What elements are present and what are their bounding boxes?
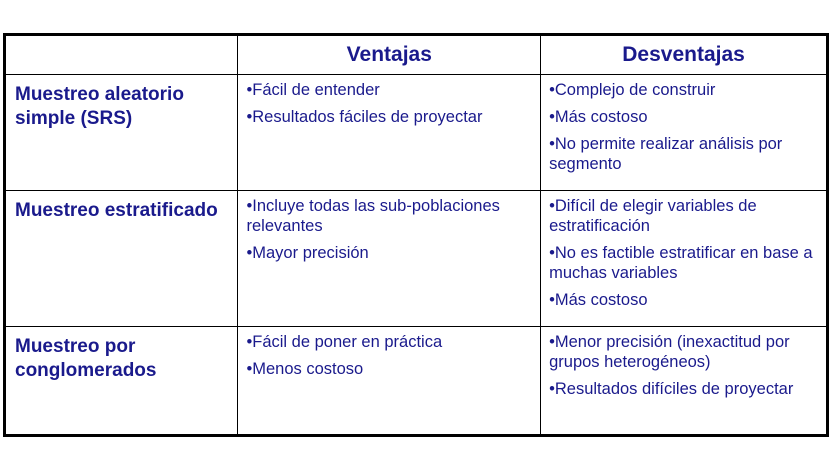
header-desventajas: Desventajas (541, 35, 828, 75)
list-item: •Fácil de poner en práctica (246, 333, 443, 351)
header-row (5, 35, 828, 75)
table-row (5, 327, 828, 436)
list-item: •Más costoso (549, 108, 648, 126)
list-item: •Incluye todas las sub-poblaciones relevantes (246, 197, 500, 235)
list-item: •Fácil de entender (246, 81, 380, 99)
list-item: •No permite realizar análisis por segmento (549, 135, 783, 173)
ventajas-cell (238, 75, 541, 191)
row-label-srs: Muestreo aleatorio simple (SRS) (5, 75, 238, 191)
list-item: •Menor precisión (inexactitud por grupos heterogéneos) (549, 333, 790, 371)
table-row (5, 75, 828, 191)
list-item: •Difícil de elegir variables de estratificación (549, 197, 757, 235)
desventajas-cell (541, 327, 828, 436)
ventajas-cell (238, 327, 541, 436)
desventajas-cell (541, 75, 828, 191)
list-item: •Resultados difíciles de proyectar (549, 380, 794, 398)
row-label-conglomerados: Muestreo por conglomerados (5, 327, 238, 436)
list-item: •Menos costoso (246, 360, 364, 378)
comparison-table (3, 33, 829, 437)
list-item: •Más costoso (549, 291, 648, 309)
table-row (5, 191, 828, 327)
desventajas-cell (541, 191, 828, 327)
list-item: •No es factible estratificar en base a muchas variables (549, 244, 813, 282)
row-label-estratificado: Muestreo estratificado (5, 191, 238, 327)
list-item: •Resultados fáciles de proyectar (246, 108, 483, 126)
list-item: •Mayor precisión (246, 244, 369, 262)
list-item: •Complejo de construir (549, 81, 716, 99)
ventajas-cell (238, 191, 541, 327)
header-ventajas: Ventajas (238, 35, 541, 75)
header-corner (5, 35, 238, 75)
